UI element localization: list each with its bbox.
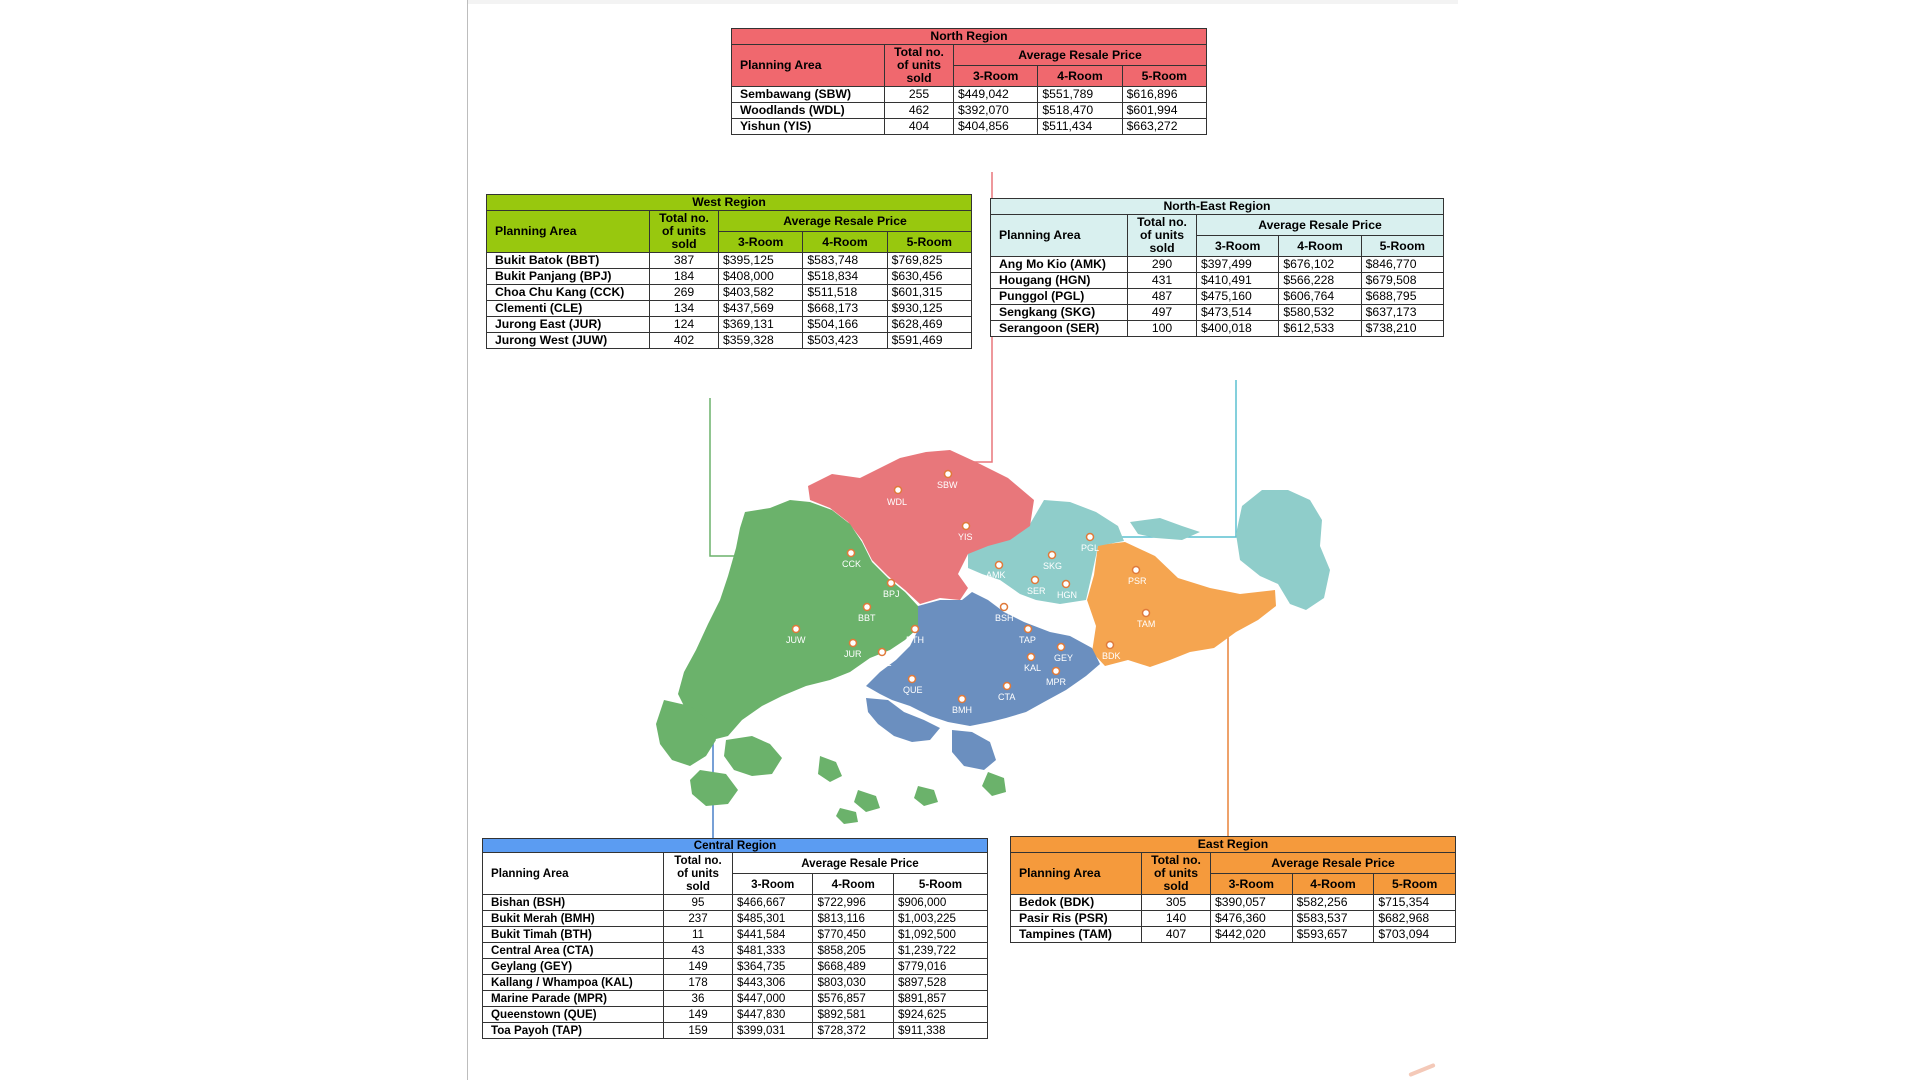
label-bth: BTH (906, 635, 924, 645)
area-name: Toa Payoh (TAP) (483, 1023, 664, 1039)
room3-header: 3-Room (1211, 874, 1293, 895)
label-kal: KAL (1024, 663, 1042, 673)
marker-cta (1004, 683, 1011, 690)
marker-gey (1058, 644, 1065, 651)
price-5room: $630,456 (887, 269, 971, 285)
marker-tam (1143, 610, 1150, 617)
units-sold: 497 (1128, 305, 1197, 321)
avg-price-header: Average Resale Price (719, 211, 972, 232)
price-3room: $485,301 (733, 911, 813, 927)
price-5room: $663,272 (1122, 119, 1206, 135)
east-region-table (1010, 836, 1456, 943)
price-5room: $601,315 (887, 285, 971, 301)
price-3room: $476,360 (1211, 911, 1293, 927)
marker-cck (848, 550, 855, 557)
price-3room: $403,582 (719, 285, 803, 301)
room4-header: 4-Room (1279, 236, 1361, 257)
price-3room: $408,000 (719, 269, 803, 285)
area-name: Ang Mo Kio (AMK) (991, 257, 1128, 273)
units-sold: 404 (885, 119, 954, 135)
table-row (732, 103, 1207, 119)
price-3room: $443,306 (733, 975, 813, 991)
marker-mpr (1053, 668, 1060, 675)
price-4room: $858,205 (813, 943, 893, 959)
room4-header: 4-Room (1038, 66, 1122, 87)
label-cta: CTA (998, 692, 1016, 702)
price-3room: $392,070 (954, 103, 1038, 119)
area-name: Bukit Panjang (BPJ) (487, 269, 650, 285)
area-name: Geylang (GEY) (483, 959, 664, 975)
area-name: Woodlands (WDL) (732, 103, 885, 119)
table-row (483, 943, 988, 959)
price-5room: $911,338 (893, 1023, 987, 1039)
label-yis: YIS (958, 532, 973, 542)
units-sold: 290 (1128, 257, 1197, 273)
label-bbt: BBT (858, 613, 876, 623)
room5-header: 5-Room (1361, 236, 1443, 257)
marker-yis (963, 523, 970, 530)
marker-sbw (945, 471, 952, 478)
room3-header: 3-Room (954, 66, 1038, 87)
units-sold: 431 (1128, 273, 1197, 289)
marker-bdk (1107, 642, 1114, 649)
label-bsh: BSH (995, 613, 1014, 623)
price-3room: $399,031 (733, 1023, 813, 1039)
west-region-table (486, 194, 972, 349)
total-units-header: Total no. of units sold (650, 211, 719, 253)
marker-kal (1028, 654, 1035, 661)
label-bmh: BMH (952, 705, 972, 715)
price-5room: $637,173 (1361, 305, 1443, 321)
marker-ser (1032, 577, 1039, 584)
units-sold: 462 (885, 103, 954, 119)
table-row (487, 317, 972, 333)
table-row (1011, 911, 1456, 927)
label-cck: CCK (842, 559, 862, 569)
price-4room: $606,764 (1279, 289, 1361, 305)
label-psr: PSR (1128, 576, 1147, 586)
area-name: Kallang / Whampoa (KAL) (483, 975, 664, 991)
price-3room: $449,042 (954, 87, 1038, 103)
marker-psr (1133, 567, 1140, 574)
price-3room: $473,514 (1197, 305, 1279, 321)
northeast-region-table (990, 198, 1444, 337)
table-row (991, 257, 1444, 273)
area-name: Serangoon (SER) (991, 321, 1128, 337)
table-row (1011, 895, 1456, 911)
marker-hgn (1063, 581, 1070, 588)
label-mpr: MPR (1046, 677, 1066, 687)
price-4room: $503,423 (803, 333, 887, 349)
area-name: Tampines (TAM) (1011, 927, 1142, 943)
label-hgn: HGN (1057, 590, 1077, 600)
table-row (483, 991, 988, 1007)
north-region-title: North Region (732, 29, 1207, 45)
price-5room: $846,770 (1361, 257, 1443, 273)
northeast-region-title: North-East Region (991, 199, 1444, 215)
price-5room: $769,825 (887, 253, 971, 269)
table-row (991, 289, 1444, 305)
area-name: Yishun (YIS) (732, 119, 885, 135)
west-region-title: West Region (487, 195, 972, 211)
units-sold: 11 (664, 927, 733, 943)
price-5room: $1,003,225 (893, 911, 987, 927)
marker-tap (1025, 626, 1032, 633)
price-4room: $580,532 (1279, 305, 1361, 321)
room3-header: 3-Room (733, 874, 813, 895)
total-units-header: Total no. of units sold (1128, 215, 1197, 257)
units-sold: 178 (664, 975, 733, 991)
label-bpj: BPJ (883, 589, 900, 599)
north-region-table (731, 28, 1207, 135)
price-4room: $668,173 (803, 301, 887, 317)
area-name: Jurong East (JUR) (487, 317, 650, 333)
label-tap: TAP (1019, 635, 1036, 645)
price-4room: $892,581 (813, 1007, 893, 1023)
label-sbw: SBW (937, 480, 958, 490)
label-gey: GEY (1054, 653, 1074, 663)
table-row (487, 333, 972, 349)
label-skg: SKG (1043, 561, 1063, 571)
total-units-header: Total no. of units sold (664, 853, 733, 895)
price-4room: $518,470 (1038, 103, 1122, 119)
price-5room: $930,125 (887, 301, 971, 317)
price-5room: $703,094 (1374, 927, 1456, 943)
price-4room: $668,489 (813, 959, 893, 975)
units-sold: 36 (664, 991, 733, 1007)
price-5room: $616,896 (1122, 87, 1206, 103)
area-name: Sengkang (SKG) (991, 305, 1128, 321)
label-cle: CLE (874, 658, 892, 668)
price-4room: $583,748 (803, 253, 887, 269)
table-row (483, 927, 988, 943)
label-ser: SER (1027, 586, 1046, 596)
room4-header: 4-Room (803, 232, 887, 253)
price-4room: $582,256 (1292, 895, 1374, 911)
label-wdl: WDL (887, 497, 907, 507)
price-4room: $612,533 (1279, 321, 1361, 337)
room5-header: 5-Room (1122, 66, 1206, 87)
avg-price-header: Average Resale Price (1211, 853, 1456, 874)
price-3room: $475,160 (1197, 289, 1279, 305)
marker-cle (879, 649, 886, 656)
avg-price-header: Average Resale Price (733, 853, 988, 874)
units-sold: 269 (650, 285, 719, 301)
units-sold: 140 (1142, 911, 1211, 927)
planning-area-header: Planning Area (732, 45, 885, 87)
label-jur: JUR (844, 649, 862, 659)
table-row (483, 959, 988, 975)
price-5room: $591,469 (887, 333, 971, 349)
units-sold: 407 (1142, 927, 1211, 943)
central-region-table (482, 838, 988, 1039)
price-3room: $404,856 (954, 119, 1038, 135)
total-units-header: Total no. of units sold (1142, 853, 1211, 895)
table-row (487, 301, 972, 317)
price-5room: $682,968 (1374, 911, 1456, 927)
price-3room: $397,499 (1197, 257, 1279, 273)
northeast-island-shape (1236, 490, 1330, 610)
marker-juw (793, 626, 800, 633)
price-4room: $728,372 (813, 1023, 893, 1039)
table-row (732, 119, 1207, 135)
area-name: Bukit Timah (BTH) (483, 927, 664, 943)
price-3room: $481,333 (733, 943, 813, 959)
room5-header: 5-Room (1374, 874, 1456, 895)
planning-area-header: Planning Area (487, 211, 650, 253)
marker-amk (996, 562, 1003, 569)
area-name: Bishan (BSH) (483, 895, 664, 911)
price-3room: $400,018 (1197, 321, 1279, 337)
price-4room: $511,434 (1038, 119, 1122, 135)
area-name: Marine Parade (MPR) (483, 991, 664, 1007)
marker-wdl (895, 487, 902, 494)
price-3room: $466,667 (733, 895, 813, 911)
price-3room: $359,328 (719, 333, 803, 349)
price-5room: $1,239,722 (893, 943, 987, 959)
label-amk: AMK (986, 570, 1006, 580)
units-sold: 487 (1128, 289, 1197, 305)
area-name: Central Area (CTA) (483, 943, 664, 959)
price-4room: $583,537 (1292, 911, 1374, 927)
marker-que (909, 676, 916, 683)
room5-header: 5-Room (893, 874, 987, 895)
table-row (483, 1007, 988, 1023)
avg-price-header: Average Resale Price (1197, 215, 1444, 236)
units-sold: 237 (664, 911, 733, 927)
table-row (483, 911, 988, 927)
label-pgl: PGL (1081, 543, 1100, 553)
price-5room: $891,857 (893, 991, 987, 1007)
price-5room: $738,210 (1361, 321, 1443, 337)
price-3room: $437,569 (719, 301, 803, 317)
price-3room: $447,830 (733, 1007, 813, 1023)
price-5room: $906,000 (893, 895, 987, 911)
total-units-header: Total no. of units sold (885, 45, 954, 87)
price-4room: $511,518 (803, 285, 887, 301)
table-row (991, 321, 1444, 337)
units-sold: 159 (664, 1023, 733, 1039)
units-sold: 387 (650, 253, 719, 269)
price-5room: $779,016 (893, 959, 987, 975)
room5-header: 5-Room (887, 232, 971, 253)
marker-bpj (888, 580, 895, 587)
units-sold: 255 (885, 87, 954, 103)
units-sold: 134 (650, 301, 719, 317)
area-name: Clementi (CLE) (487, 301, 650, 317)
area-name: Choa Chu Kang (CCK) (487, 285, 650, 301)
price-5room: $924,625 (893, 1007, 987, 1023)
marker-bmh (959, 696, 966, 703)
area-name: Queenstown (QUE) (483, 1007, 664, 1023)
price-4room: $676,102 (1279, 257, 1361, 273)
table-row (1011, 927, 1456, 943)
area-name: Punggol (PGL) (991, 289, 1128, 305)
units-sold: 100 (1128, 321, 1197, 337)
price-5room: $601,994 (1122, 103, 1206, 119)
marker-bsh (1001, 604, 1008, 611)
area-name: Hougang (HGN) (991, 273, 1128, 289)
marker-pgl (1087, 534, 1094, 541)
room4-header: 4-Room (813, 874, 893, 895)
label-tam: TAM (1137, 619, 1156, 629)
marker-skg (1049, 552, 1056, 559)
marker-jur (850, 640, 857, 647)
price-4room: $722,996 (813, 895, 893, 911)
table-row (483, 1023, 988, 1039)
area-name: Bukit Batok (BBT) (487, 253, 650, 269)
price-5room: $1,092,500 (893, 927, 987, 943)
price-5room: $628,469 (887, 317, 971, 333)
price-5room: $715,354 (1374, 895, 1456, 911)
table-row (991, 273, 1444, 289)
avg-price-header: Average Resale Price (954, 45, 1207, 66)
planning-area-header: Planning Area (483, 853, 664, 895)
area-name: Bedok (BDK) (1011, 895, 1142, 911)
price-4room: $770,450 (813, 927, 893, 943)
label-juw: JUW (786, 635, 806, 645)
units-sold: 124 (650, 317, 719, 333)
planning-area-header: Planning Area (1011, 853, 1142, 895)
table-row (487, 269, 972, 285)
area-name: Jurong West (JUW) (487, 333, 650, 349)
units-sold: 43 (664, 943, 733, 959)
label-que: QUE (903, 685, 923, 695)
units-sold: 305 (1142, 895, 1211, 911)
area-name: Sembawang (SBW) (732, 87, 885, 103)
table-row (487, 285, 972, 301)
units-sold: 402 (650, 333, 719, 349)
table-row (991, 305, 1444, 321)
price-4room: $593,657 (1292, 927, 1374, 943)
table-row (483, 895, 988, 911)
price-4room: $566,228 (1279, 273, 1361, 289)
price-3room: $442,020 (1211, 927, 1293, 943)
price-3room: $364,735 (733, 959, 813, 975)
price-3room: $395,125 (719, 253, 803, 269)
units-sold: 149 (664, 1007, 733, 1023)
units-sold: 149 (664, 959, 733, 975)
price-4room: $504,166 (803, 317, 887, 333)
price-4room: $813,116 (813, 911, 893, 927)
area-name: Bukit Merah (BMH) (483, 911, 664, 927)
room4-header: 4-Room (1292, 874, 1374, 895)
area-name: Pasir Ris (PSR) (1011, 911, 1142, 927)
marker-bbt (864, 604, 871, 611)
price-4room: $518,834 (803, 269, 887, 285)
units-sold: 95 (664, 895, 733, 911)
price-3room: $369,131 (719, 317, 803, 333)
table-row (732, 87, 1207, 103)
table-row (487, 253, 972, 269)
marker-bth (912, 626, 919, 633)
planning-area-header: Planning Area (991, 215, 1128, 257)
price-4room: $803,030 (813, 975, 893, 991)
east-region-title: East Region (1011, 837, 1456, 853)
room3-header: 3-Room (1197, 236, 1279, 257)
price-3room: $390,057 (1211, 895, 1293, 911)
price-4room: $551,789 (1038, 87, 1122, 103)
units-sold: 184 (650, 269, 719, 285)
label-bdk: BDK (1102, 651, 1121, 661)
price-5room: $897,528 (893, 975, 987, 991)
price-4room: $576,857 (813, 991, 893, 1007)
price-3room: $441,584 (733, 927, 813, 943)
price-5room: $688,795 (1361, 289, 1443, 305)
central-region-title: Central Region (483, 839, 988, 853)
price-3room: $447,000 (733, 991, 813, 1007)
room3-header: 3-Room (719, 232, 803, 253)
price-3room: $410,491 (1197, 273, 1279, 289)
price-5room: $679,508 (1361, 273, 1443, 289)
table-row (483, 975, 988, 991)
